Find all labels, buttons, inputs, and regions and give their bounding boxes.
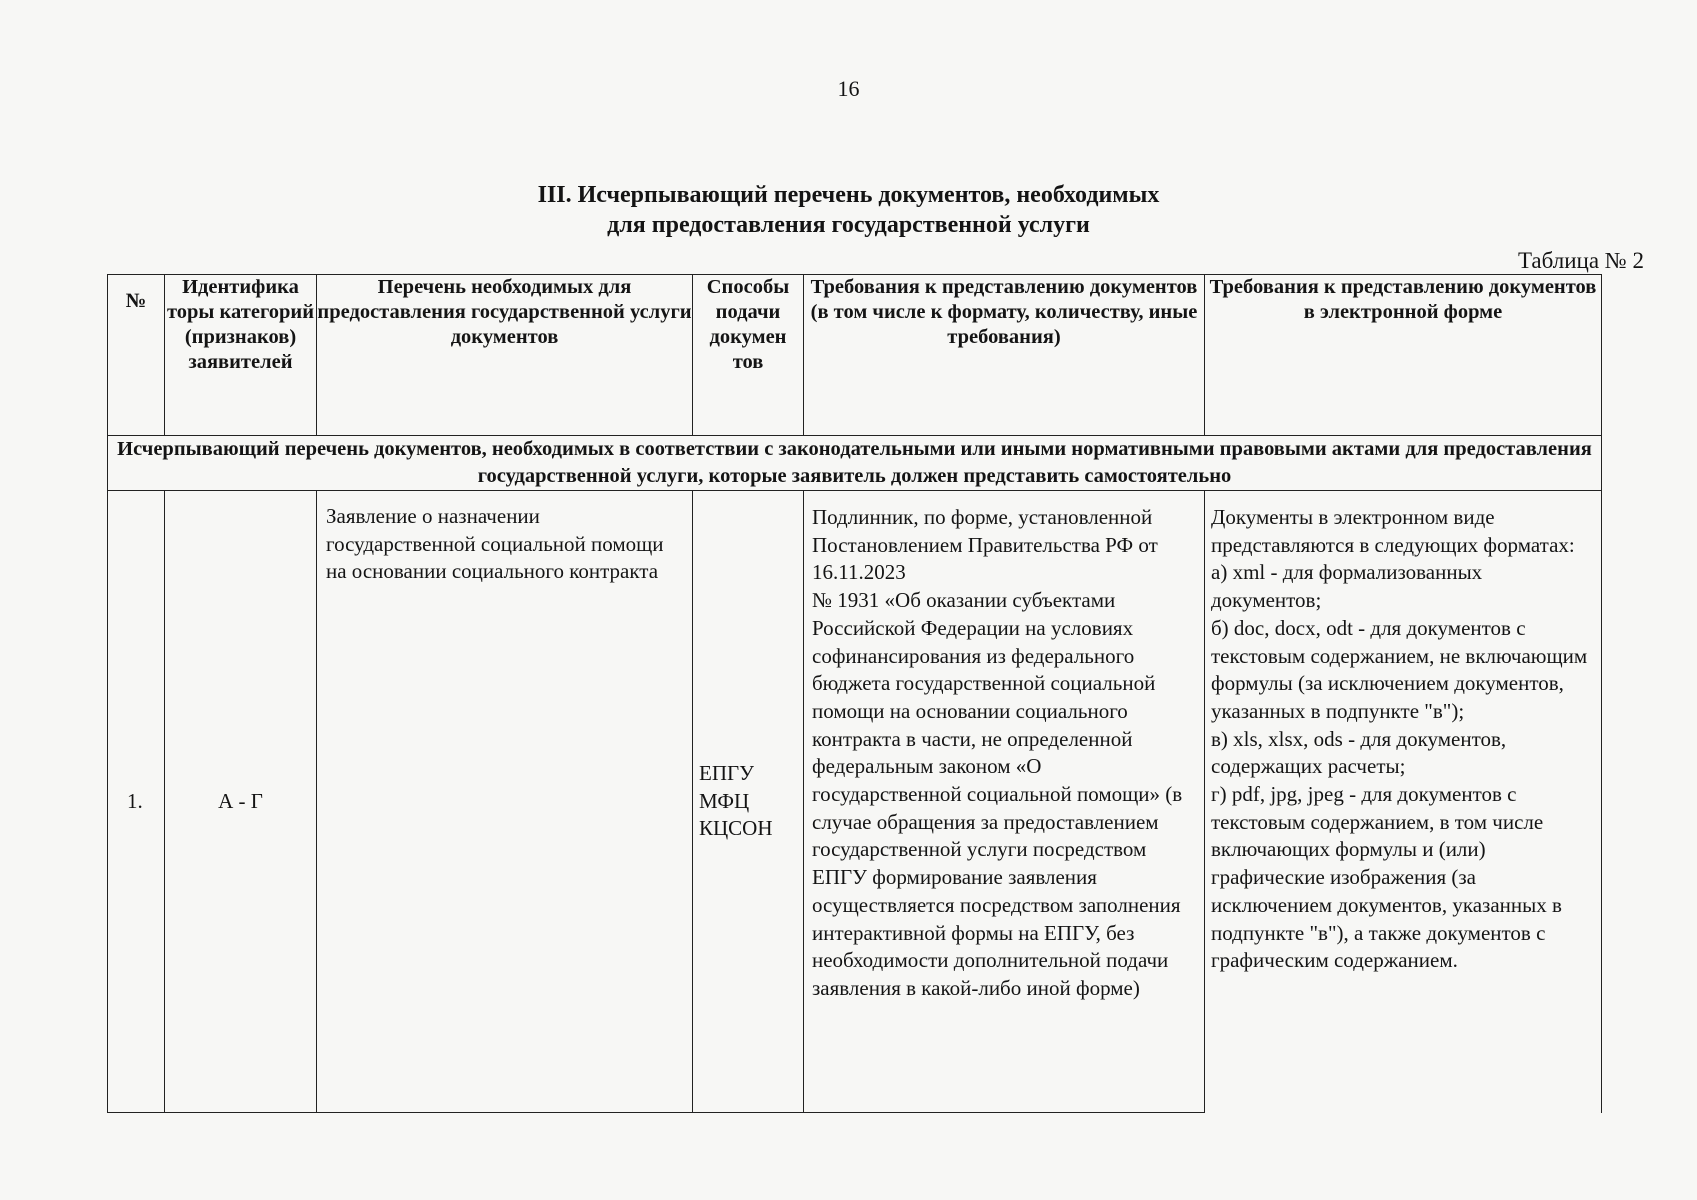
- documents-table: [107, 274, 1602, 1113]
- row-electronic-requirements: [1205, 491, 1602, 1113]
- header-applicant-categories: Идентифика торы категорий (признаков) заявителей: [165, 275, 317, 436]
- requirements-paragraph: № 1931 «Об оказании субъектами Российской Федерации на условиях софинансирования из федерального бюджета государственной социальной помощи на основании социального контракта в части, не определенной федеральным законом «О государственной социальной помощи» (в случае обращения за предоставлением государственной услуги посредством ЕПГУ формирование заявления осуществляется посредством заполнения интерактивной формы на ЕПГУ, без необходимости дополнительной подачи заявления в какой-либо иной форме): [812, 588, 1183, 1000]
- row-submission-methods: [693, 491, 804, 1113]
- electronic-requirement-item: Документы в электронном виде представляются в следующих форматах:: [1211, 505, 1575, 557]
- electronic-requirement-item: б) doc, docx, odt - для документов с текстовым содержанием, не включающим формулы (за исключением документов, указанных в подпункте "в");: [1211, 615, 1588, 723]
- submission-method: КЦСОН: [699, 816, 773, 841]
- submission-method: МФЦ: [699, 788, 750, 813]
- row-categories: А - Г: [165, 491, 317, 1113]
- table-caption: Таблица № 2: [1517, 248, 1644, 273]
- row-number: 1.: [108, 491, 165, 1113]
- requirements-paragraph: Подлинник, по форме, установленной Постановлением Правительства РФ от 16.11.2023: [812, 505, 1158, 585]
- section-heading-line-1: III. Исчерпывающий перечень документов, необходимых: [537, 182, 1160, 208]
- header-requirements: Требования к представлению документов (в том числе к формату, количеству, иные требования): [804, 275, 1205, 436]
- header-electronic-requirements: Требования к представлению документов в электронной форме: [1205, 275, 1602, 436]
- header-documents-list: Перечень необходимых для предоставления государственной услуги документов: [317, 275, 693, 436]
- row-document: Заявление о назначении государственной социальной помощи на основании социального контракта: [317, 491, 693, 1113]
- page-number: 16: [837, 76, 860, 101]
- section-heading: [0, 180, 1697, 240]
- section-title: Исчерпывающий перечень документов, необходимых в соответствии с законодательными или иными нормативными правовыми актами для предоставления государственной услуги, которые заявитель должен представить самостоятельно: [108, 436, 1602, 491]
- table-row: [108, 491, 1602, 1113]
- header-number: №: [108, 275, 165, 436]
- electronic-requirement-item: а) xml - для формализованных документов;: [1211, 560, 1483, 613]
- row-requirements: [804, 491, 1205, 1113]
- table-section-row: [108, 436, 1602, 491]
- section-heading-line-2: для предоставления государственной услуги: [607, 212, 1090, 238]
- table-header-row: [108, 275, 1602, 436]
- header-submission-methods: Способы подачи докумен тов: [693, 275, 804, 436]
- submission-method: ЕПГУ: [699, 760, 755, 785]
- electronic-requirement-item: в) xls, xlsx, ods - для документов, содержащих расчеты;: [1211, 726, 1507, 779]
- electronic-requirement-item: г) pdf, jpg, jpeg - для документов с текстовым содержанием, в том числе включающих формулы и (или) графические изображения (за исключением документов, указанных в подпункте "в"), а также документов с графическим содержанием.: [1211, 782, 1562, 973]
